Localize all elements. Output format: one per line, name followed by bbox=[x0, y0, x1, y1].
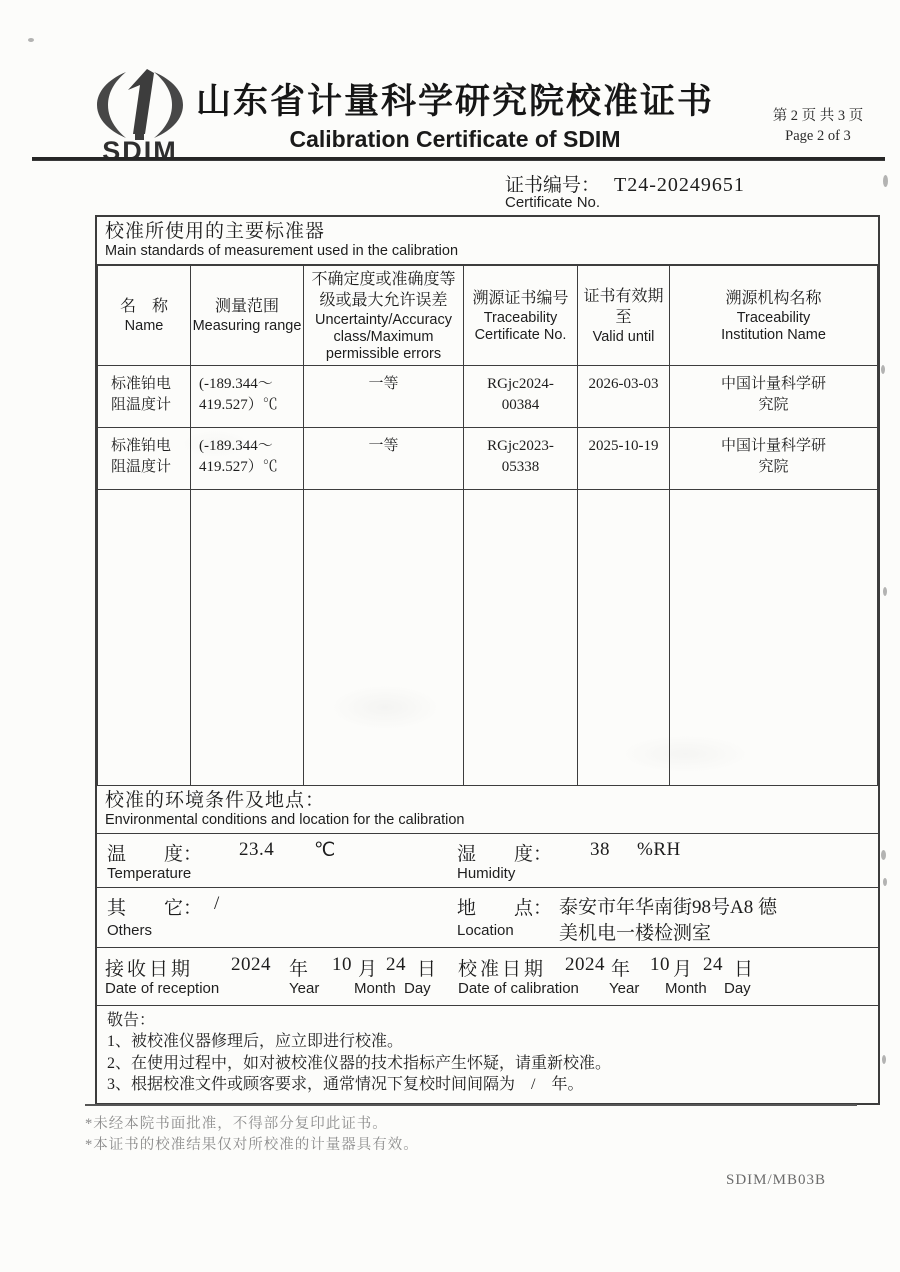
dates-row bbox=[97, 947, 878, 1005]
location-value-line2: 美机电一楼检测室 bbox=[559, 923, 712, 944]
reception-day-label-en: Day bbox=[404, 980, 431, 997]
reception-year-unit: 年 bbox=[289, 959, 309, 980]
temperature-unit: ℃ bbox=[314, 840, 336, 861]
temperature-humidity-row bbox=[97, 833, 878, 887]
standards-table-row bbox=[98, 366, 878, 428]
col-header-traceability-no bbox=[464, 266, 578, 366]
notice-title: 敬告： bbox=[107, 1012, 156, 1029]
notice-item: 1、被校准仪器修理后，应立即进行校准。 bbox=[107, 1033, 404, 1050]
empty-cell bbox=[464, 490, 578, 786]
notice-item: 2、在使用过程中，如对被校准仪器的技术指标产生怀疑，请重新校准。 bbox=[107, 1054, 612, 1072]
reception-month-value: 10 bbox=[332, 954, 352, 975]
col-header-range-en: Measuring range bbox=[192, 318, 302, 334]
logo-label: SDIM bbox=[102, 136, 178, 166]
standards-table-empty-row bbox=[98, 490, 878, 786]
cell-institution: 中国计量科学研究院 bbox=[670, 366, 878, 428]
empty-cell bbox=[578, 490, 670, 786]
col-header-institution-en: Traceability Institution Name bbox=[721, 309, 826, 343]
location-label: 地 点： bbox=[457, 898, 553, 919]
standards-title-zh: 校准所使用的主要标准器 bbox=[105, 221, 326, 242]
cell-valid-until: 2026-03-03 bbox=[578, 366, 670, 428]
calibration-month-label-en: Month bbox=[665, 980, 707, 997]
certificate-number-line bbox=[505, 170, 745, 197]
standards-table-row bbox=[98, 428, 878, 490]
notice-section bbox=[97, 1005, 878, 1103]
calibration-date-label: 校准日期 bbox=[458, 959, 547, 980]
notice-item: 3、根据校准文件或顾客要求，通常情况下复校时间间隔为 / 年。 bbox=[107, 1076, 584, 1093]
col-header-traceability-no-zh: 溯源证书编号 bbox=[472, 289, 569, 307]
calibration-month-value: 10 bbox=[650, 954, 670, 975]
sdim-logo bbox=[78, 68, 202, 167]
scan-artifact bbox=[28, 38, 34, 42]
reception-year-label-en: Year bbox=[289, 980, 320, 997]
humidity-unit: %RH bbox=[637, 839, 681, 860]
cell-valid-until: 2025-10-19 bbox=[578, 428, 670, 490]
location-value-line1: 泰安市年华南街98号A8 德 bbox=[559, 897, 777, 918]
calibration-year-unit: 年 bbox=[611, 959, 631, 980]
col-header-uncertainty-en: Uncertainty/Accuracy class/Maximum permissible errors bbox=[315, 311, 452, 362]
col-header-name bbox=[98, 266, 191, 366]
environment-section-title bbox=[97, 786, 878, 833]
footer-divider bbox=[85, 1104, 857, 1106]
col-header-valid-until bbox=[578, 266, 670, 366]
temperature-label-en: Temperature bbox=[107, 865, 192, 882]
header-divider bbox=[32, 157, 885, 161]
footer-note: *未经本院书面批准，不得部分复印此证书。 bbox=[85, 1116, 388, 1132]
standards-section-title bbox=[97, 217, 878, 265]
scan-artifact bbox=[883, 175, 888, 187]
page-number-en: Page 2 of 3 bbox=[785, 128, 851, 144]
reception-year-value: 2024 bbox=[231, 954, 271, 975]
reception-day-value: 24 bbox=[386, 954, 406, 975]
scan-artifact bbox=[881, 850, 886, 860]
col-header-traceability-no-en: Traceability Certificate No. bbox=[474, 309, 567, 343]
empty-cell bbox=[191, 490, 304, 786]
scan-artifact bbox=[882, 1055, 886, 1064]
standards-title-en: Main standards of measurement used in the calibration bbox=[105, 243, 459, 259]
form-code: SDIM/MB03B bbox=[726, 1172, 827, 1188]
location-label-en: Location bbox=[457, 922, 514, 939]
cell-accuracy: 一等 bbox=[304, 366, 464, 428]
certificate-number-label: 证书编号： bbox=[505, 175, 601, 196]
cell-cert-no: RGjc2023-05338 bbox=[464, 428, 578, 490]
others-label-en: Others bbox=[107, 922, 153, 939]
cell-institution: 中国计量科学研究院 bbox=[670, 428, 878, 490]
cell-accuracy: 一等 bbox=[304, 428, 464, 490]
empty-cell bbox=[670, 490, 878, 786]
scan-artifact bbox=[881, 365, 885, 374]
col-header-valid-until-zh: 证书有效期至 bbox=[583, 287, 664, 326]
cell-cert-no: RGjc2024-00384 bbox=[464, 366, 578, 428]
col-header-institution bbox=[670, 266, 878, 366]
calibration-date-label-en: Date of calibration bbox=[458, 980, 579, 997]
humidity-value: 38 bbox=[590, 839, 610, 860]
col-header-institution-zh: 溯源机构名称 bbox=[725, 289, 822, 307]
footer-note: *本证书的校准结果仅对所校准的计量器具有效。 bbox=[85, 1137, 419, 1153]
scan-artifact bbox=[883, 878, 887, 886]
page-title: 山东省计量科学研究院校准证书 bbox=[195, 82, 714, 121]
reception-date-label-en: Date of reception bbox=[105, 980, 220, 997]
humidity-label: 湿 度： bbox=[457, 844, 553, 865]
page-title-en: Calibration Certificate of SDIM bbox=[289, 126, 621, 152]
others-value: / bbox=[214, 893, 220, 914]
standards-table bbox=[97, 265, 878, 786]
calibration-year-value: 2024 bbox=[565, 954, 605, 975]
scan-artifact bbox=[883, 587, 887, 596]
others-label: 其 它： bbox=[107, 898, 203, 919]
page-number-zh: 第 2 页 共 3 页 bbox=[772, 108, 864, 124]
cell-range: (-189.344～419.527）℃ bbox=[191, 366, 304, 428]
col-header-valid-until-en: Valid until bbox=[592, 328, 655, 345]
environment-title-zh: 校准的环境条件及地点： bbox=[105, 790, 326, 811]
cell-name: 标准铂电阻温度计 bbox=[98, 428, 191, 490]
certificate-body bbox=[95, 215, 880, 1105]
humidity-label-en: Humidity bbox=[457, 865, 516, 882]
empty-cell bbox=[98, 490, 191, 786]
sdim-logo-icon bbox=[88, 68, 192, 142]
environment-title-en: Environmental conditions and location for the calibration bbox=[105, 812, 465, 828]
certificate-number-value: T24-20249651 bbox=[614, 174, 745, 196]
col-header-range bbox=[191, 266, 304, 366]
cell-name: 标准铂电阻温度计 bbox=[98, 366, 191, 428]
col-header-uncertainty bbox=[304, 266, 464, 366]
reception-day-unit: 日 bbox=[417, 959, 437, 980]
calibration-day-label-en: Day bbox=[724, 980, 751, 997]
reception-date-label: 接收日期 bbox=[105, 959, 194, 980]
col-header-uncertainty-zh: 不确定度或准确度等级或最大允许误差 bbox=[311, 270, 456, 309]
col-header-name-zh: 名 称 bbox=[119, 298, 168, 315]
reception-month-label-en: Month bbox=[354, 980, 396, 997]
calibration-day-value: 24 bbox=[703, 954, 723, 975]
temperature-value: 23.4 bbox=[239, 839, 275, 860]
certificate-number-label-en: Certificate No. bbox=[505, 194, 601, 211]
col-header-range-zh: 测量范围 bbox=[214, 298, 279, 315]
cell-range: (-189.344～419.527）℃ bbox=[191, 428, 304, 490]
page-number-block bbox=[748, 106, 888, 146]
others-location-row bbox=[97, 887, 878, 947]
reception-month-unit: 月 bbox=[358, 959, 378, 980]
col-header-name-en: Name bbox=[124, 318, 164, 334]
calibration-day-unit: 日 bbox=[734, 959, 754, 980]
empty-cell bbox=[304, 490, 464, 786]
calibration-year-label-en: Year bbox=[609, 980, 640, 997]
standards-table-header-row bbox=[98, 266, 878, 366]
calibration-month-unit: 月 bbox=[673, 959, 693, 980]
temperature-label: 温 度： bbox=[107, 844, 203, 865]
